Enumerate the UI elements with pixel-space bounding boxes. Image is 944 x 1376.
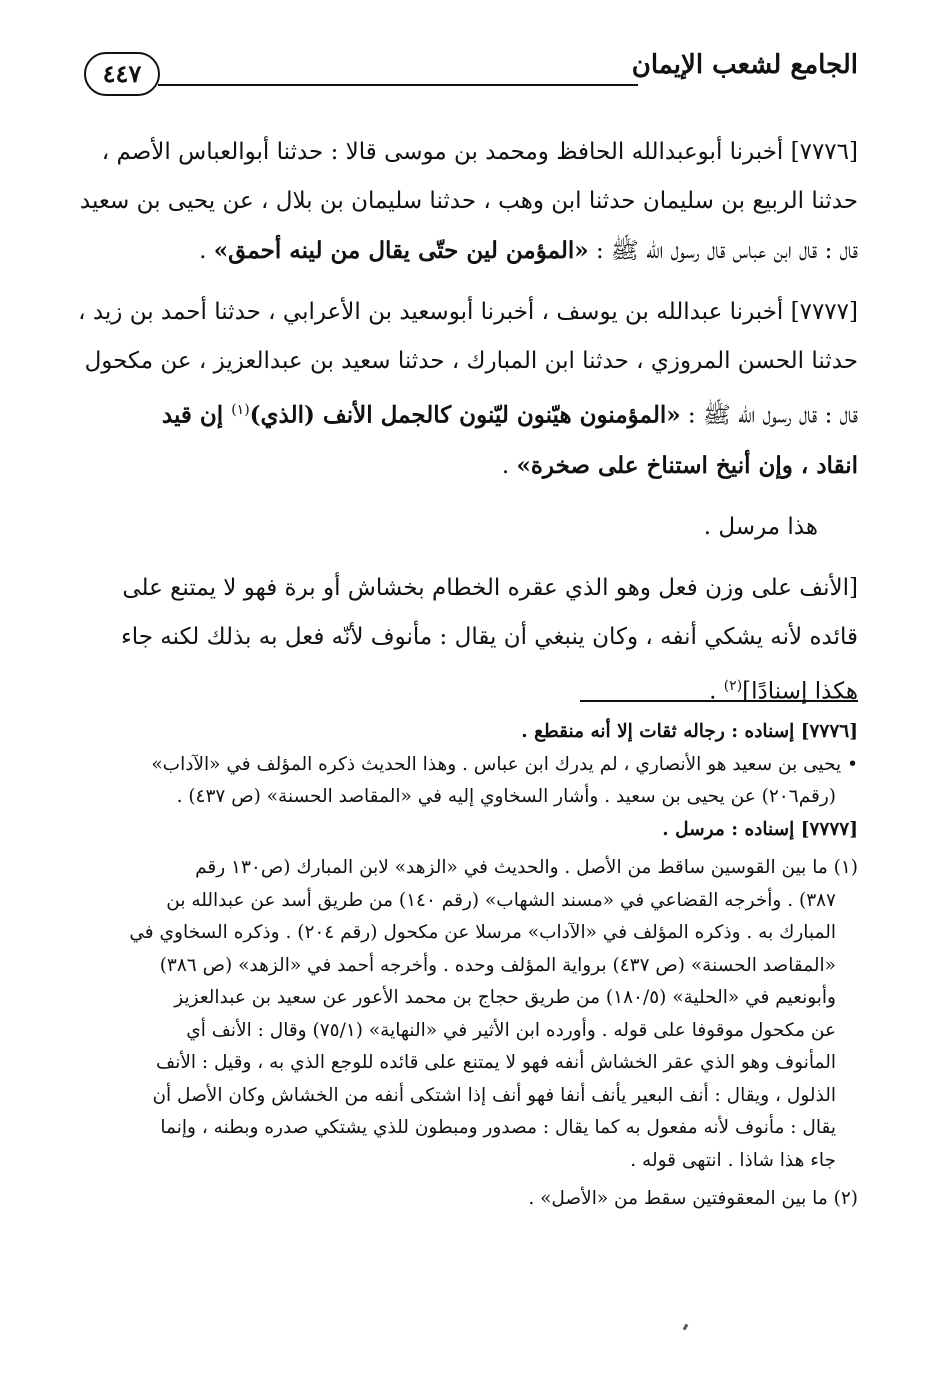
footnote-1-line-3: المبارك به . وذكره المؤلف في «الآداب» مرسلا عن مكحول (رقم ٢٠٤) . وذكره السخاوي في bbox=[129, 922, 836, 943]
hadith-7776-line-1: [٧٧٧٦] أخبرنا أبوعبدالله الحافظ ومحمد بن موسى قالا : حدثنا أبوالعباس الأصم ، bbox=[101, 139, 858, 165]
hadith-7777-line-4 bbox=[78, 441, 858, 491]
footnote-separator bbox=[580, 700, 858, 702]
explanation-line-1: [الأنف على وزن فعل وهو الذي عقره الخطام بخشاش أو برة فهو لا يمتنع على bbox=[122, 574, 858, 601]
hadith-7777-attribution: قال : قال رسول الله ﷺ : bbox=[680, 402, 858, 429]
isnad-7776-text: [٧٧٧٦] إسناده : رجاله ثقات إلا أنه منقطع . bbox=[521, 721, 858, 742]
page-header bbox=[84, 44, 858, 108]
footnote-2 bbox=[78, 1183, 858, 1216]
hadith-7776-attribution: قال : قال ابن عباس قال رسول الله ﷺ : bbox=[588, 238, 858, 264]
page-number: ٤٤٧ bbox=[84, 52, 160, 96]
hadith-7777-quote-start: «المؤمنون هيّنون ليّنون كالجمل الأنف (الذي) bbox=[249, 401, 681, 429]
footnote-ref-2[interactable]: (٢) bbox=[723, 677, 743, 694]
footnote-isnad-7776 bbox=[78, 716, 858, 846]
footnote-1-line-5: وأبونعيم في «الحلية» (١٨٠/٥) من طريق حجاج بن محمد الأعور عن سعيد بن عبدالعزيز bbox=[174, 987, 836, 1008]
footnote-1-line-8: الذلول ، ويقال : أنف البعير يأنف أنفا فهو أنف إذا اشتكى أنفه من الخشاش وكان الأصل أن bbox=[152, 1084, 836, 1106]
hadith-7777-end: . bbox=[501, 452, 517, 479]
footnote-1-line-6: عن مكحول موقوفا على قوله . وأورده ابن الأثير في «النهاية» (٧٥/١) وقال : الأنف أي bbox=[186, 1019, 836, 1041]
main-text bbox=[78, 128, 858, 728]
mursal-note-text: هذا مرسل . bbox=[703, 513, 818, 540]
explanation bbox=[78, 564, 858, 717]
footnote-ref-1[interactable]: (١) bbox=[231, 402, 250, 418]
footnote-1-line-1: (١) ما بين القوسين ساقط من الأصل . والحديث في «الزهد» لابن المبارك (ص١٣٠ رقم bbox=[195, 857, 858, 878]
hadith-7777-line-2: حدثنا الحسن المروزي ، حدثنا ابن المبارك ، حدثنا سعيد بن عبدالعزيز ، عن مكحول bbox=[84, 348, 858, 374]
mursal-note bbox=[78, 503, 858, 552]
hadith-7777-line-3 bbox=[78, 386, 858, 441]
hadith-7776-quote: «المؤمن لين حتّى يقال من لينه أحمق» bbox=[213, 237, 589, 264]
footnote-2-text: (٢) ما بين المعقوفتين سقط من «الأصل» . bbox=[528, 1188, 858, 1209]
isnad-7776-bullet-line-2: (رقم٢٠٦) عن يحيى بن سعيد . وأشار السخاوي إليه في «المقاصد الحسنة» (ص ٤٣٧) . bbox=[176, 786, 836, 807]
footnote-1-line-9: يقال : مأنوف لأنه مفعول به كما يقال : مصدور ومبطون للذي يشتكي صدره وبطنه ، وإنما bbox=[160, 1117, 836, 1138]
hadith-7776-line-2: حدثنا الربيع بن سليمان حدثنا ابن وهب ، حدثنا سليمان بن بلال ، عن يحيى بن سعيد bbox=[79, 188, 858, 214]
hadith-7776-line-3 bbox=[78, 226, 858, 276]
footnote-1-line-10: جاء هذا شاذا . انتهى قوله . bbox=[630, 1149, 836, 1171]
hadith-7777-quote-continue: إن قيد bbox=[161, 401, 232, 429]
explanation-line-2: قائده لأنه يشكي أنفه ، وكان ينبغي أن يقال : مأنوف لأنّه فعل به بذلك لكنه جاء bbox=[120, 623, 858, 650]
footnote-1-line-4: «المقاصد الحسنة» (ص ٤٣٧) برواية المؤلف وحده . وأخرجه أحمد في «الزهد» (ص ٣٨٦) bbox=[159, 954, 836, 976]
explanation-period: . bbox=[709, 678, 724, 705]
ink-speck bbox=[683, 1324, 689, 1331]
hadith-7776-end: . bbox=[199, 238, 214, 264]
isnad-7777-text: [٧٧٧٧] إسناده : مرسل . bbox=[662, 818, 858, 840]
footnotes bbox=[78, 716, 858, 1222]
hadith-7776 bbox=[78, 128, 858, 276]
hadith-7777 bbox=[78, 288, 858, 491]
explanation-line-3 bbox=[78, 662, 858, 717]
hadith-7777-quote-end: انقاد ، وإن أنيخ استناخ على صخرة» bbox=[516, 451, 858, 479]
explanation-end: هكذا إسنادًا] bbox=[742, 678, 858, 705]
hadith-7777-line-1: [٧٧٧٧] أخبرنا عبدالله بن يوسف ، أخبرنا أبوسعيد بن الأعرابي ، حدثنا أحمد بن زيد ، bbox=[78, 299, 858, 325]
footnote-1 bbox=[78, 852, 858, 1177]
footnote-1-line-2: ٣٨٧) . وأخرجه القضاعي في «مسند الشهاب» (رقم ١٤٠) من طريق أسد عن عبدالله بن bbox=[166, 889, 836, 911]
isnad-7776-bullet-line-1: • يحيى بن سعيد هو الأنصاري ، لم يدرك ابن عباس . وهذا الحديث ذكره المؤلف في «الآداب» bbox=[151, 753, 858, 775]
running-title: الجامع لشعب الإيمان bbox=[631, 50, 858, 80]
header-rule bbox=[158, 84, 638, 86]
footnote-1-line-7: المأنوف وهو الذي عقر الخشاش أنفه فهو لا يمتنع على قائده للوجع الذي به ، وقيل : الأنف bbox=[156, 1052, 836, 1073]
